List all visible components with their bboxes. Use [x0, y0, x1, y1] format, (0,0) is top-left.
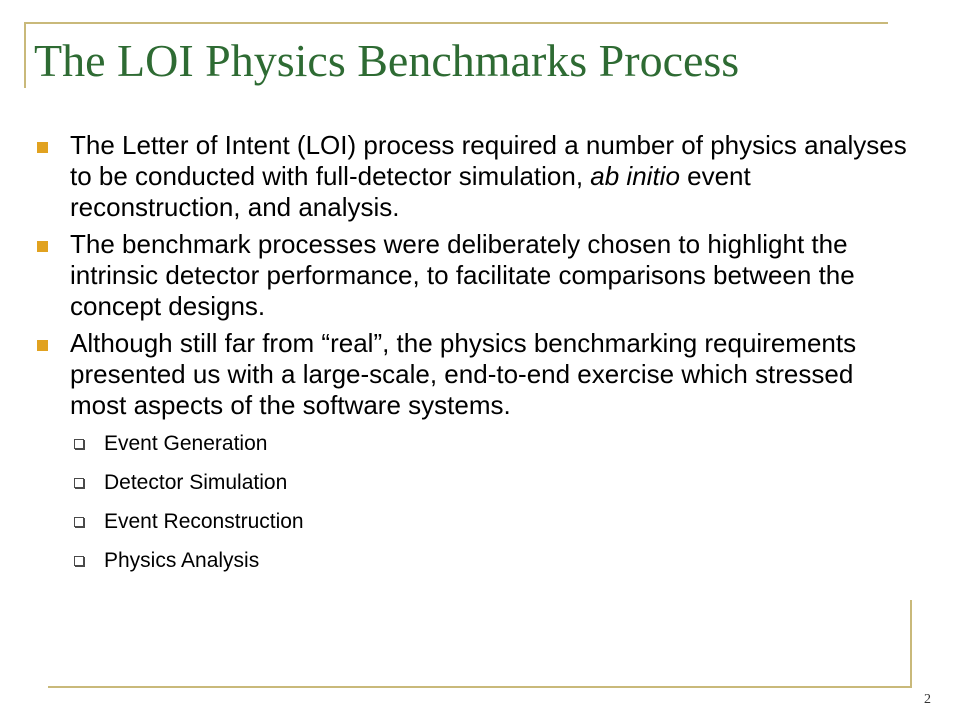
sub-bullet-list [70, 431, 916, 573]
sub-item-label: Detector Simulation [104, 471, 288, 494]
sub-item-label: Physics Analysis [104, 549, 260, 572]
bullet-text-part: event reconstruction, and analysis. [70, 161, 751, 222]
square-bullet-icon [37, 340, 48, 351]
sub-item-label: Event Reconstruction [104, 510, 304, 533]
bullet-item-loi-process [36, 130, 916, 223]
frame-line-bottom [48, 686, 912, 688]
bullet-item-benchmarking-requirements [36, 328, 916, 573]
frame-line-left [24, 22, 26, 88]
bullet-text: The benchmark processes were deliberately chosen to highlight the intrinsic detector performance, to facilitate comparisons between the concept designs. [70, 229, 855, 321]
frame-line-top [24, 22, 888, 24]
sub-item-detector-simulation [70, 470, 916, 495]
hollow-square-bullet-icon [74, 478, 84, 488]
bullet-item-benchmark-processes [36, 229, 916, 322]
bullet-list [36, 130, 916, 587]
bullet-italic-text: ab initio [590, 161, 680, 191]
hollow-square-bullet-icon [74, 556, 84, 566]
frame-line-right [910, 600, 912, 688]
bullet-text-part: The Letter of Intent (LOI) process required a number of physics analyses to be conducted with full-detector simulation, [70, 130, 907, 191]
sub-item-event-generation [70, 431, 916, 456]
bullet-text: Although still far from “real”, the physics benchmarking requirements presented us with a large-scale, end-to-end exercise which stressed most aspects of the software systems. [70, 328, 857, 420]
page-number: 2 [924, 692, 931, 707]
sub-item-label: Event Generation [104, 432, 268, 455]
square-bullet-icon [37, 241, 48, 252]
slide-title: The LOI Physics Benchmarks Process [34, 35, 740, 86]
sub-item-event-reconstruction [70, 509, 916, 534]
hollow-square-bullet-icon [74, 517, 84, 527]
hollow-square-bullet-icon [74, 439, 84, 449]
square-bullet-icon [37, 142, 48, 153]
sub-item-physics-analysis [70, 548, 916, 573]
